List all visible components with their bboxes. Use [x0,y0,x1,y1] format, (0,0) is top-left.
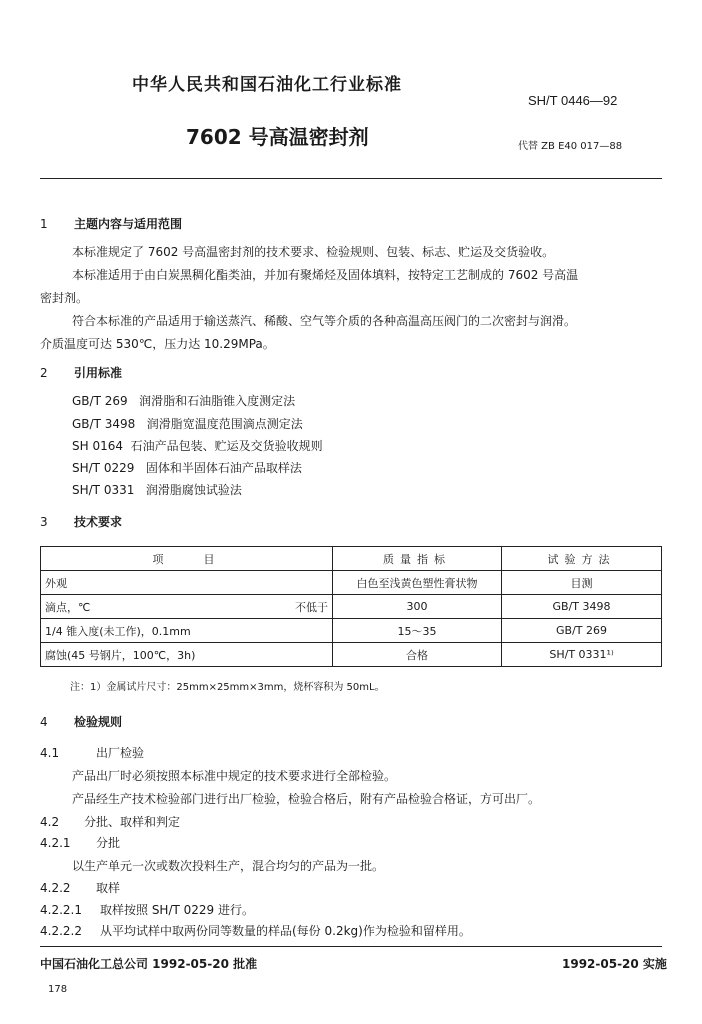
clause-text: 取样按照 SH/T 0229 进行。 [100,903,254,917]
standard-number: SH/T 0446—92 [528,93,618,108]
reference-name: 润滑脂宽温度范围滴点测定法 [146,417,303,431]
cell-item [41,571,333,595]
paragraph: 本标准适用于由白炭黑稠化酯类油，并加有聚烯烃及固体填料，按特定工艺制成的 7602 号高温 [72,268,579,282]
reference-code: SH/T 0229 [72,461,135,475]
cell-method: GB/T 269 [502,619,662,643]
section-3-heading [40,513,122,530]
subsection-4-2-2 [40,879,120,896]
technical-requirements-table [40,546,662,667]
clause-4-2-2-1 [40,901,254,918]
section-title: 检验规则 [74,715,123,729]
section-number: 4 [40,715,48,729]
section-number: 3 [40,515,48,529]
footer-rule [40,946,662,947]
reference-code: GB/T 269 [72,394,128,408]
reference-name: 石油产品包装、贮运及交货验收规则 [130,439,323,453]
reference-name: 润滑脂腐蚀试验法 [145,483,242,497]
table-header-row [41,547,662,571]
subsection-title: 出厂检验 [96,746,145,760]
cell-quality: 15～35 [333,619,502,643]
subsection-4-2-1 [40,834,120,851]
section-number: 1 [40,217,48,231]
paragraph: 产品出厂时必须按照本标准中规定的技术要求进行全部检验。 [72,769,397,783]
reference-item [72,415,303,432]
column-header-item: 项 目 [41,547,333,571]
reference-item [72,437,323,454]
subsection-title: 取样 [96,881,121,895]
table-row [41,571,662,595]
paragraph: 产品经生产技术检验部门进行出厂检验，检验合格后，附有产品检验合格证，方可出厂。 [72,792,541,806]
issuing-authority-title: 中华人民共和国石油化工行业标准 [132,75,402,95]
paragraph-continuation: 密封剂。 [40,291,89,305]
clause-text: 从平均试样中取两份同等数量的样品(每份 0.2kg)作为检验和留样用。 [100,924,471,938]
section-4-heading [40,713,122,730]
subsection-number: 4.1 [40,746,60,760]
reference-code: SH 0164 [72,439,123,453]
cell-item [41,643,333,667]
clause-number: 4.2.2.1 [40,903,82,917]
table-footnote: 注：1）金属试片尺寸：25mm×25mm×3mm，烧杯容积为 50mL。 [70,682,385,693]
section-2-heading [40,364,122,381]
reference-name: 润滑脂和石油脂锥入度测定法 [139,394,296,408]
cell-quality: 300 [333,595,502,619]
subsection-number: 4.2.2 [40,881,71,895]
cell-method: GB/T 3498 [502,595,662,619]
subsection-number: 4.2 [40,815,60,829]
paragraph: 本标准规定了 7602 号高温密封剂的技术要求、检验规则、包装、标志、贮运及交货验收。 [72,245,555,259]
cell-item [41,619,333,643]
reference-name: 固体和半固体石油产品取样法 [145,461,302,475]
table-row [41,643,662,667]
paragraph: 符合本标准的产品适用于输送蒸汽、稀酸、空气等介质的各种高温高压阀门的二次密封与润滑。 [72,314,577,328]
section-1-heading [40,215,182,232]
cell-item [41,595,333,619]
item-text: 1/4 锥入度(未工作)，0.1mm [45,624,191,638]
header-rule [40,178,662,179]
item-text: 腐蚀(45 号钢片，100℃，3h) [45,648,196,662]
table-row [41,595,662,619]
reference-item [72,459,302,476]
document-title: 7602 号高温密封剂 [186,125,369,149]
reference-item [72,392,295,409]
item-text: 滴点，℃ [45,600,91,614]
cell-method: SH/T 0331¹⁾ [502,643,662,667]
section-title: 引用标准 [74,366,123,380]
cell-quality: 合格 [333,643,502,667]
effective-date: 1992-05-20 实施 [562,957,667,971]
cell-quality: 白色至浅黄色塑性膏状物 [333,571,502,595]
subsection-number: 4.2.1 [40,836,71,850]
section-title: 主题内容与适用范围 [74,217,183,231]
approval-line: 中国石油化工总公司 1992-05-20 批准 [40,957,258,971]
page-number: 178 [48,984,68,995]
clause-number: 4.2.2.2 [40,924,82,938]
section-number: 2 [40,366,48,380]
limit-text: 不低于 [295,600,328,614]
table-row [41,619,662,643]
subsection-title: 分批 [96,836,121,850]
reference-code: SH/T 0331 [72,483,135,497]
clause-4-2-2-2 [40,922,471,939]
paragraph-continuation: 介质温度可达 530℃，压力达 10.29MPa。 [40,337,275,351]
subsection-4-1 [40,744,144,761]
column-header-method: 试验方法 [502,547,662,571]
replaces-standard: 代替 ZB E40 017—88 [518,141,623,152]
section-title: 技术要求 [74,515,123,529]
subsection-title: 分批、取样和判定 [84,815,181,829]
column-header-quality: 质量指标 [333,547,502,571]
reference-item [72,481,242,498]
subsection-4-2 [40,813,180,830]
cell-method: 目测 [502,571,662,595]
item-text: 外观 [45,576,67,590]
paragraph: 以生产单元一次或数次投料生产，混合均匀的产品为一批。 [72,859,385,873]
reference-code: GB/T 3498 [72,417,136,431]
